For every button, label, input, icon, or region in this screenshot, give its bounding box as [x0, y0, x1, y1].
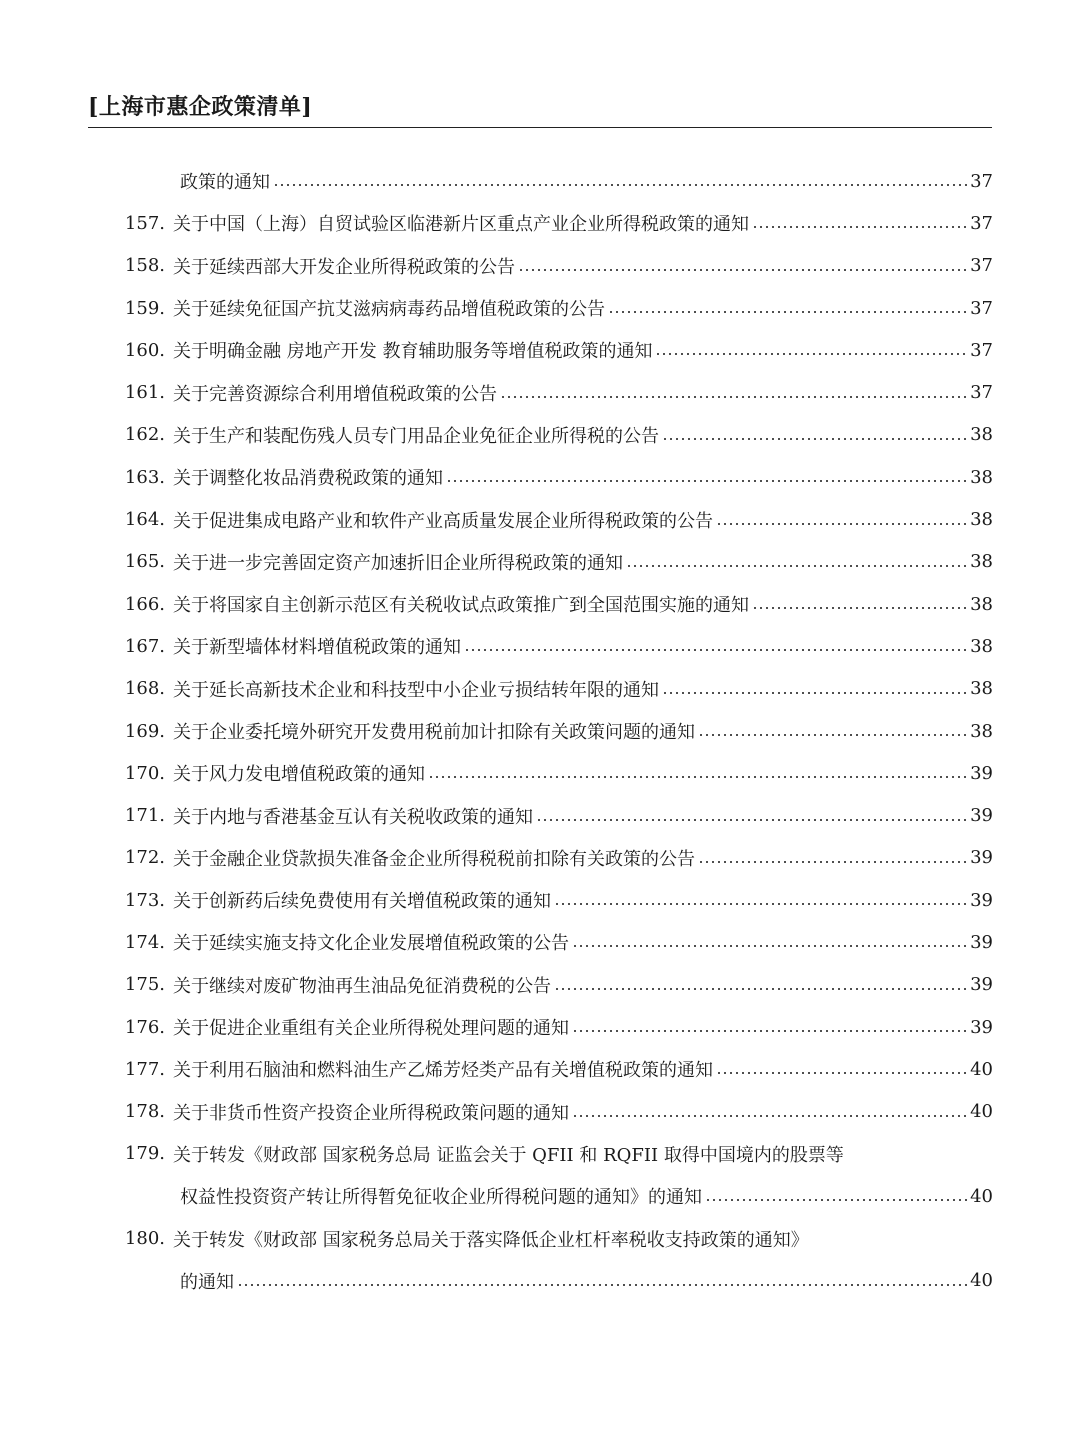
toc-page-number: 37 — [970, 382, 993, 404]
toc-entry-title: 关于调整化妆品消费税政策的通知 — [173, 468, 443, 490]
toc-entry[interactable] — [88, 541, 993, 583]
toc-entry-number: 158. — [124, 255, 165, 277]
toc-entry-number: 169. — [124, 720, 165, 742]
toc-entry-title: 关于继续对废矿物油再生油品免征消费税的公告 — [173, 975, 551, 997]
toc-entry-title: 关于延长高新技术企业和科技型中小企业亏损结转年限的通知 — [173, 679, 659, 701]
toc-entry[interactable] — [88, 964, 993, 1006]
toc-entry-number: 157. — [124, 212, 165, 234]
toc-entry-number: 167. — [124, 635, 165, 657]
toc-page-number: 37 — [970, 297, 993, 319]
toc-entry-title: 关于延续免征国产抗艾滋病病毒药品增值税政策的公告 — [173, 299, 605, 321]
toc-page-number: 38 — [970, 678, 993, 700]
toc-dot-leader — [237, 1283, 967, 1287]
toc-dot-leader — [554, 987, 967, 991]
toc-entry-number: 166. — [124, 593, 165, 615]
toc-entry-number: 176. — [124, 1016, 165, 1038]
toc-entry-title: 权益性投资资产转让所得暂免征收企业所得税问题的通知》的通知 — [180, 1187, 702, 1209]
toc-page-number: 38 — [970, 593, 993, 615]
toc-dot-leader — [698, 860, 967, 864]
toc-dot-leader — [662, 437, 967, 441]
toc-entry[interactable] — [88, 668, 993, 710]
toc-entry[interactable] — [88, 752, 993, 794]
toc-entry-number: 168. — [124, 678, 165, 700]
toc-entry-title: 关于促进企业重组有关企业所得税处理问题的通知 — [173, 1018, 569, 1040]
toc-entry[interactable] — [88, 456, 993, 498]
header-divider — [88, 127, 992, 128]
toc-entry-number: 174. — [124, 931, 165, 953]
toc-entry-number: 163. — [124, 466, 165, 488]
toc-dot-leader — [608, 310, 967, 314]
toc-entry-title: 关于转发《财政部 国家税务总局 证监会关于 QFII 和 RQFII 取得中国境内的股票等 — [173, 1144, 844, 1166]
toc-entry[interactable] — [88, 1091, 993, 1133]
toc-page-number: 40 — [970, 1101, 993, 1123]
toc-page-number: 38 — [970, 509, 993, 531]
table-of-contents — [88, 160, 993, 1302]
toc-page-number: 39 — [970, 762, 993, 784]
toc-entry-number: 162. — [124, 424, 165, 446]
toc-entry-title: 关于企业委托境外研究开发费用税前加计扣除有关政策问题的通知 — [173, 722, 695, 743]
toc-entry-title: 关于中国（上海）自贸试验区临港新片区重点产业企业所得税政策的通知 — [173, 214, 749, 236]
toc-entry-title: 关于将国家自主创新示范区有关税收试点政策推广到全国范围实施的通知 — [173, 595, 749, 617]
toc-dot-leader — [752, 225, 967, 229]
toc-dot-leader — [698, 733, 967, 737]
toc-dot-leader — [572, 944, 967, 948]
toc-dot-leader — [705, 1198, 967, 1202]
toc-dot-leader — [536, 818, 967, 822]
toc-entry[interactable] — [88, 498, 993, 540]
toc-page-number: 40 — [970, 1058, 993, 1080]
toc-dot-leader — [518, 268, 967, 272]
toc-entry-number: 178. — [124, 1101, 165, 1123]
toc-page-number: 37 — [970, 339, 993, 361]
toc-page-number: 37 — [970, 212, 993, 234]
toc-page-number: 38 — [970, 720, 993, 742]
toc-dot-leader — [716, 522, 967, 526]
toc-page-number: 38 — [970, 424, 993, 446]
toc-dot-leader — [626, 564, 967, 568]
toc-page-number: 39 — [970, 889, 993, 911]
toc-entry[interactable] — [88, 371, 993, 413]
toc-entry-title: 的通知 — [180, 1271, 234, 1293]
toc-dot-leader — [554, 902, 967, 906]
toc-entry[interactable] — [88, 414, 993, 456]
toc-dot-leader — [464, 648, 967, 652]
toc-page-number: 39 — [970, 931, 993, 953]
toc-entry[interactable] — [88, 1006, 993, 1048]
toc-entry[interactable] — [88, 160, 993, 202]
toc-page-number: 38 — [970, 466, 993, 488]
toc-entry-title: 关于进一步完善固定资产加速折旧企业所得税政策的通知 — [173, 552, 623, 574]
toc-entry-number: 171. — [124, 805, 165, 827]
toc-page-number: 39 — [970, 847, 993, 869]
toc-entry[interactable] — [88, 583, 993, 625]
toc-entry-number: 161. — [124, 382, 165, 404]
toc-page-number: 40 — [970, 1185, 993, 1207]
toc-entry-title: 关于内地与香港基金互认有关税收政策的通知 — [173, 806, 533, 828]
toc-dot-leader — [273, 183, 967, 187]
toc-dot-leader — [500, 395, 967, 399]
toc-entry-number: 180. — [124, 1228, 165, 1250]
toc-entry-title: 关于完善资源综合利用增值税政策的公告 — [173, 383, 497, 405]
toc-entry-number: 160. — [124, 339, 165, 361]
toc-entry-title: 关于明确金融 房地产开发 教育辅助服务等增值税政策的通知 — [173, 341, 653, 363]
toc-entry[interactable] — [88, 710, 993, 752]
toc-entry[interactable] — [88, 794, 993, 836]
toc-entry[interactable] — [88, 921, 993, 963]
toc-entry-number: 164. — [124, 509, 165, 531]
toc-page-number: 38 — [970, 551, 993, 573]
toc-dot-leader — [446, 479, 967, 483]
toc-page-number: 39 — [970, 1016, 993, 1038]
toc-entry-title: 关于利用石脑油和燃料油生产乙烯芳烃类产品有关增值税政策的通知 — [173, 1060, 713, 1082]
toc-page-number: 39 — [970, 805, 993, 827]
toc-entry-number: 170. — [124, 762, 165, 784]
toc-entry-title: 关于新型墙体材料增值税政策的通知 — [173, 637, 461, 659]
toc-entry-title: 关于生产和装配伤残人员专门用品企业免征企业所得税的公告 — [173, 425, 659, 447]
toc-entry[interactable] — [88, 625, 993, 667]
toc-entry-title: 关于促进集成电路产业和软件产业高质量发展企业所得税政策的公告 — [173, 510, 713, 532]
toc-entry-number: 159. — [124, 297, 165, 319]
toc-entry[interactable] — [88, 202, 993, 244]
toc-entry-title: 关于转发《财政部 国家税务总局关于落实降低企业杠杆率税收支持政策的通知》 — [173, 1229, 809, 1251]
toc-entry-title: 关于非货币性资产投资企业所得税政策问题的通知 — [173, 1102, 569, 1124]
toc-entry-title: 关于金融企业贷款损失准备金企业所得税税前扣除有关政策的公告 — [173, 848, 695, 870]
toc-entry[interactable] — [88, 1175, 993, 1217]
toc-entry-number: 175. — [124, 974, 165, 996]
toc-entry-title: 关于延续实施支持文化企业发展增值税政策的公告 — [173, 933, 569, 955]
toc-entry-title: 政策的通知 — [180, 172, 270, 194]
page-header-title: [上海市惠企政策清单] — [88, 94, 313, 120]
toc-entry-number: 165. — [124, 551, 165, 573]
toc-dot-leader — [662, 691, 967, 695]
toc-page-number: 39 — [970, 974, 993, 996]
toc-entry-number: 172. — [124, 847, 165, 869]
toc-entry-number: 177. — [124, 1058, 165, 1080]
toc-entry[interactable] — [88, 329, 993, 371]
toc-entry[interactable] — [88, 837, 993, 879]
toc-entry-number: 179. — [124, 1143, 165, 1165]
toc-page-number: 37 — [970, 170, 993, 192]
toc-entry-title: 关于延续西部大开发企业所得税政策的公告 — [173, 256, 515, 278]
toc-entry[interactable] — [88, 1217, 993, 1259]
toc-entry[interactable] — [88, 1048, 993, 1090]
toc-entry[interactable] — [88, 1133, 993, 1175]
toc-dot-leader — [716, 1071, 967, 1075]
toc-dot-leader — [572, 1114, 967, 1118]
toc-dot-leader — [752, 606, 967, 610]
toc-entry-number: 173. — [124, 889, 165, 911]
toc-dot-leader — [572, 1029, 967, 1033]
toc-entry[interactable] — [88, 287, 993, 329]
toc-page-number: 38 — [970, 635, 993, 657]
toc-entry[interactable] — [88, 1260, 993, 1302]
toc-entry[interactable] — [88, 879, 993, 921]
toc-dot-leader — [428, 775, 967, 779]
toc-entry-title: 关于风力发电增值税政策的通知 — [173, 764, 425, 786]
toc-page-number: 40 — [970, 1270, 993, 1292]
toc-entry-title: 关于创新药后续免费使用有关增值税政策的通知 — [173, 891, 551, 913]
toc-page-number: 37 — [970, 255, 993, 277]
toc-dot-leader — [655, 352, 967, 356]
toc-entry[interactable] — [88, 245, 993, 287]
